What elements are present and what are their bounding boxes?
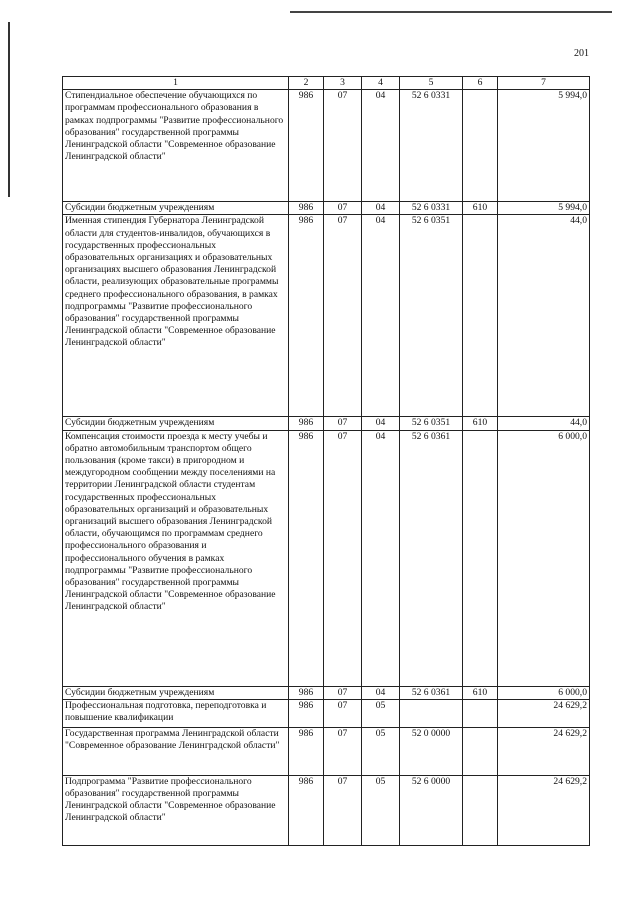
- row-amount: 24 629,2: [498, 775, 590, 845]
- table-row: [63, 775, 590, 845]
- table-row: [63, 686, 590, 699]
- row-name: Профессиональная подготовка, переподготовка и повышение квалификации: [63, 699, 289, 727]
- row-name: Именная стипендия Губернатора Ленинградской области для студентов-инвалидов, обучающихся в государственных профессиональных образовательных организациях и образовательных организациях высшего образования Ленинградской области, реализующих образовательные программы среднего профессионального образования, в рамках подпрограммы "Развитие профессионального образования" государственной программы Ленинградской области "Современное образование Ленинградской области": [63, 215, 289, 417]
- row-ministry-code: 986: [289, 775, 324, 845]
- header-cell: 1: [63, 77, 289, 90]
- row-target-code: 52 6 0351: [400, 417, 463, 430]
- row-subsection-code: 04: [362, 417, 400, 430]
- row-target-code: 52 6 0331: [400, 90, 463, 202]
- header-cell: 4: [362, 77, 400, 90]
- header-cell: 6: [463, 77, 498, 90]
- header-cell: 2: [289, 77, 324, 90]
- row-section-code: 07: [324, 430, 362, 686]
- header-cell: 5: [400, 77, 463, 90]
- row-section-code: 07: [324, 90, 362, 202]
- row-amount: 5 994,0: [498, 202, 590, 215]
- row-name: Субсидии бюджетным учреждениям: [63, 417, 289, 430]
- row-expense-type: [463, 699, 498, 727]
- row-expense-type: [463, 775, 498, 845]
- table-row: [63, 699, 590, 727]
- row-amount: 44,0: [498, 215, 590, 417]
- row-name: Подпрограмма "Развитие профессионального образования" государственной программы Ленинградской области "Современное образование Ленинградской области": [63, 775, 289, 845]
- row-subsection-code: 05: [362, 727, 400, 775]
- row-ministry-code: 986: [289, 215, 324, 417]
- scan-edge-top: [290, 11, 612, 13]
- header-cell: 7: [498, 77, 590, 90]
- table-row: [63, 202, 590, 215]
- row-amount: 24 629,2: [498, 727, 590, 775]
- row-ministry-code: 986: [289, 727, 324, 775]
- row-section-code: 07: [324, 775, 362, 845]
- table-row: [63, 417, 590, 430]
- table-row: [63, 90, 590, 202]
- row-amount: 5 994,0: [498, 90, 590, 202]
- row-ministry-code: 986: [289, 699, 324, 727]
- row-amount: 6 000,0: [498, 686, 590, 699]
- row-subsection-code: 04: [362, 686, 400, 699]
- row-subsection-code: 05: [362, 775, 400, 845]
- row-section-code: 07: [324, 727, 362, 775]
- row-ministry-code: 986: [289, 430, 324, 686]
- row-expense-type: 610: [463, 686, 498, 699]
- row-section-code: 07: [324, 686, 362, 699]
- row-section-code: 07: [324, 417, 362, 430]
- row-expense-type: [463, 90, 498, 202]
- row-subsection-code: 04: [362, 90, 400, 202]
- row-section-code: 07: [324, 202, 362, 215]
- row-subsection-code: 04: [362, 215, 400, 417]
- budget-table: [62, 76, 590, 846]
- row-subsection-code: 04: [362, 202, 400, 215]
- row-ministry-code: 986: [289, 417, 324, 430]
- row-expense-type: 610: [463, 202, 498, 215]
- row-amount: 44,0: [498, 417, 590, 430]
- row-amount: 6 000,0: [498, 430, 590, 686]
- row-amount: 24 629,2: [498, 699, 590, 727]
- row-ministry-code: 986: [289, 202, 324, 215]
- table-row: [63, 727, 590, 775]
- row-subsection-code: 05: [362, 699, 400, 727]
- table-row: [63, 215, 590, 417]
- row-target-code: 52 0 0000: [400, 727, 463, 775]
- row-name: Субсидии бюджетным учреждениям: [63, 686, 289, 699]
- row-target-code: 52 6 0331: [400, 202, 463, 215]
- row-expense-type: 610: [463, 417, 498, 430]
- row-target-code: 52 6 0351: [400, 215, 463, 417]
- row-expense-type: [463, 215, 498, 417]
- row-name: Стипендиальное обеспечение обучающихся по программам профессионального образования в рамках подпрограммы "Развитие профессионального образования" государственной программы Ленинградской области "Современное образование Ленинградской области": [63, 90, 289, 202]
- row-name: Государственная программа Ленинградской области "Современное образование Ленинградской области": [63, 727, 289, 775]
- table-header-row: [63, 77, 590, 90]
- row-name: Компенсация стоимости проезда к месту учебы и обратно автомобильным транспортом общего пользования (кроме такси) в пригородном и междугородном сообщении между поселениями на территории Ленинградской области студентам государственных профессиональных образовательных организаций и образовательных организаций высшего образования Ленинградской области, обучающимся по программам среднего профессионального образования и профессионального обучения в рамках подпрограммы "Развитие профессионального образования" государственной программы Ленинградской области "Современное образование Ленинградской области": [63, 430, 289, 686]
- row-ministry-code: 986: [289, 686, 324, 699]
- row-target-code: [400, 699, 463, 727]
- scan-edge-left: [8, 22, 10, 197]
- row-target-code: 52 6 0361: [400, 686, 463, 699]
- row-target-code: 52 6 0361: [400, 430, 463, 686]
- row-section-code: 07: [324, 215, 362, 417]
- row-expense-type: [463, 430, 498, 686]
- row-subsection-code: 04: [362, 430, 400, 686]
- header-cell: 3: [324, 77, 362, 90]
- row-target-code: 52 6 0000: [400, 775, 463, 845]
- page-number: 201: [574, 48, 589, 59]
- row-name: Субсидии бюджетным учреждениям: [63, 202, 289, 215]
- row-section-code: 07: [324, 699, 362, 727]
- row-ministry-code: 986: [289, 90, 324, 202]
- table-row: [63, 430, 590, 686]
- row-expense-type: [463, 727, 498, 775]
